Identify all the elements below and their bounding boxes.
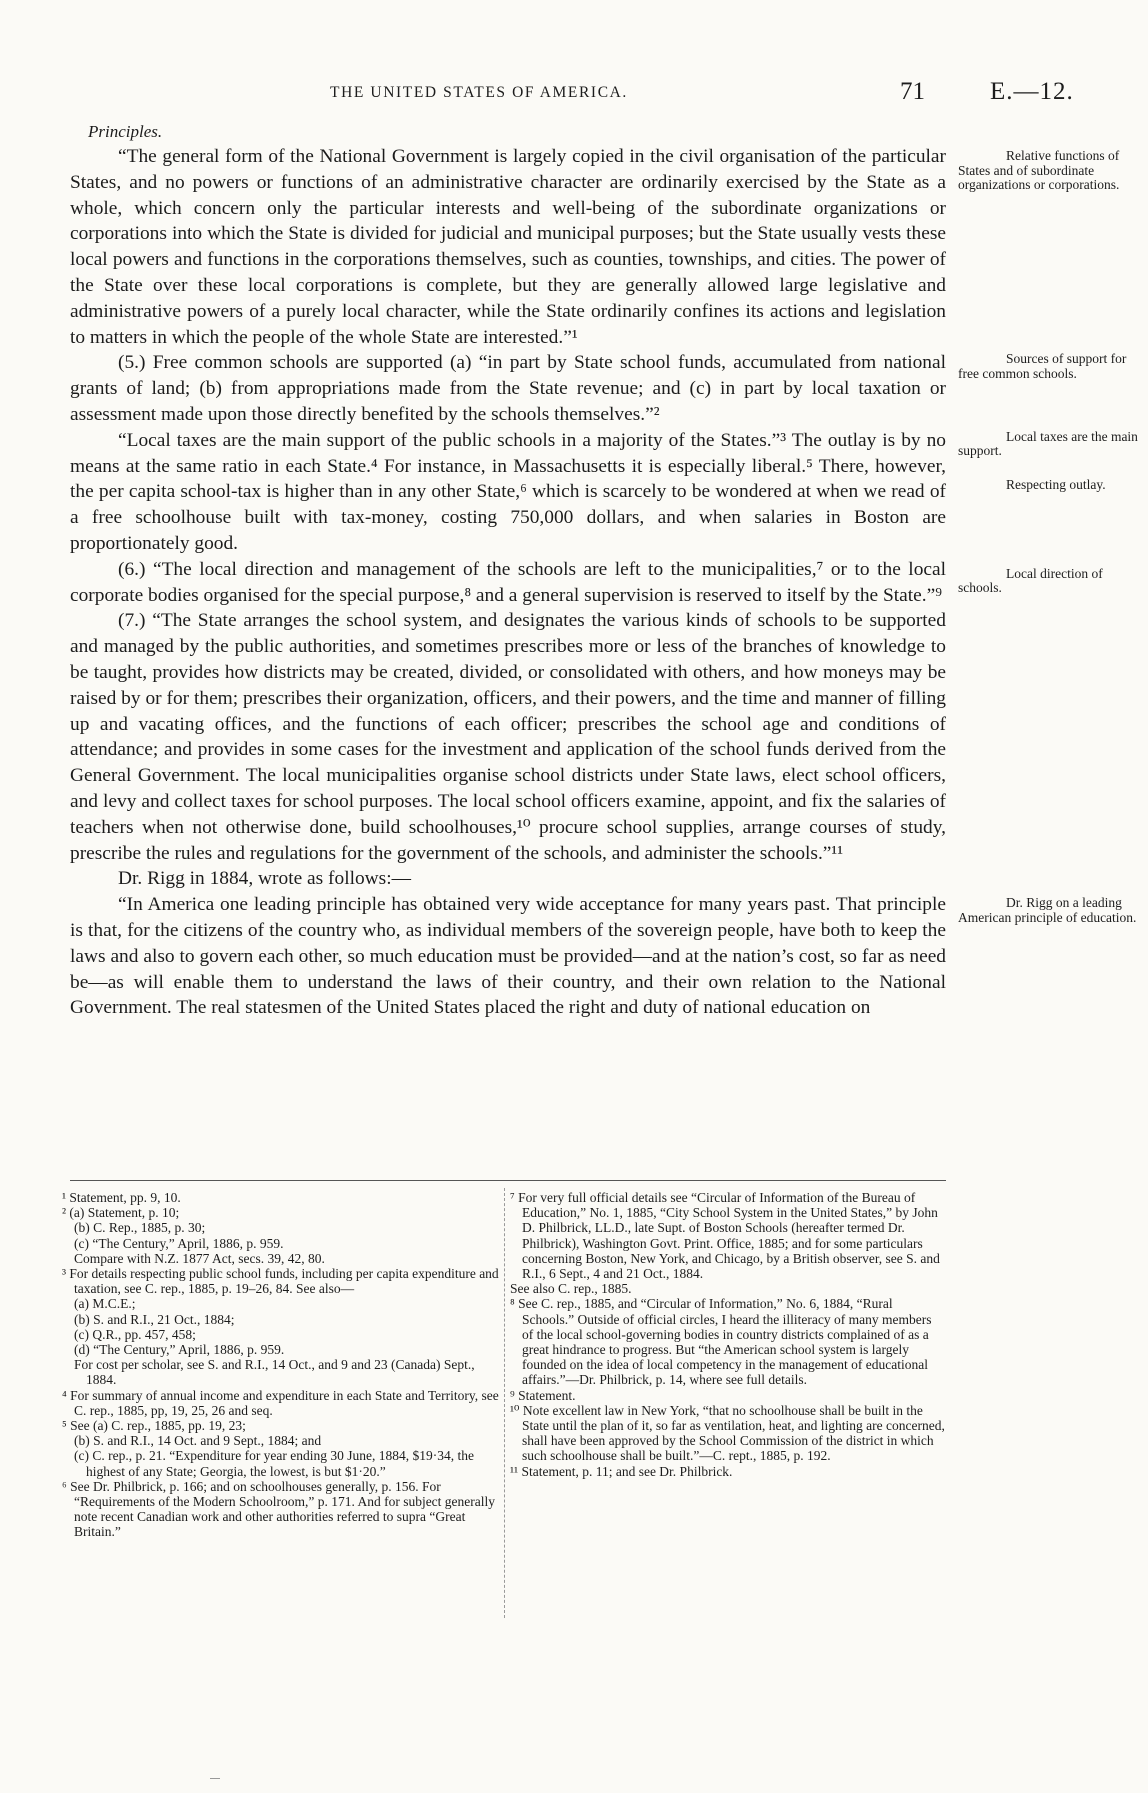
footnote: Compare with N.Z. 1877 Act, secs. 39, 42, 80. xyxy=(74,1250,325,1266)
paragraph-3 xyxy=(70,428,1138,557)
footnote: See also C. rep., 1885. xyxy=(510,1281,632,1297)
margin-note-sources-of-support: Sources of support for free common schools. xyxy=(958,351,1127,381)
margin-note-local-direction: Local direction of schools. xyxy=(958,565,1103,596)
paragraph-text: “The general form of the National Government is largely copied in the civil organisation of the particular States, and no powers or functions of an administrative character are ordinarily exercised by the State as a whole, which concern only the particular interests and well-being of the subordinate organizations or corporations into which the State is divided for judicial and municipal purposes; but the State usually vests these local powers and functions in the corporations themselves, such as counties, townships, and cities. The power of the State over these local corporations is complete, but they are generally allowed large legislative and administrative powers of a purely local character, while the State ordinarily confines its actions and legislation to matters in which the people of the whole State are interested.”¹ xyxy=(70,146,946,348)
footnote-divider xyxy=(70,1180,946,1181)
running-title: THE UNITED STATES OF AMERICA. xyxy=(330,84,628,101)
footnote: (b) C. Rep., 1885, p. 30; xyxy=(74,1220,206,1236)
margin-note-local-taxes: Local taxes are the main support. xyxy=(958,428,1138,459)
footnote: ¹¹ Statement, p. 11; and see Dr. Philbrick. xyxy=(510,1463,733,1479)
paragraph-2 xyxy=(70,350,1127,427)
footnote: For cost per scholar, see S. and R.I., 14 Oct., and 9 and 23 (Canada) Sept., 1884. xyxy=(74,1357,475,1388)
paragraph-text: “Local taxes are the main support of the public schools in a majority of the States.”³ The outlay is by no means at the same ratio in each State.⁴ For instance, in Massachusetts it is especially liberal.⁵ There, however, the per capita school-tax is higher than in any other State,⁶ which is scarcely to be wondered at when we read of a free schoolhouse built with tax-money, costing 750,000 dollars, and when salaries in Boston are proportionately good. xyxy=(70,429,946,554)
footnote: (b) S. and R.I., 21 Oct., 1884; xyxy=(74,1311,235,1327)
paragraph-text: (6.) “The local direction and management of the schools are left to the municipalities,⁷ or to the local corporate bodies organised for the special purpose,⁸ and a general supervision is reserved to itself by the State.”⁹ xyxy=(70,558,946,606)
paragraph-7 xyxy=(70,892,1137,1021)
footnote: ⁴ For summary of annual income and expenditure in each State and Territory, see C. rep., 1885, pp, 19, 25, 26 and seq. xyxy=(62,1387,499,1418)
footnote: ⁹ Statement. xyxy=(510,1387,576,1403)
footnote: ¹ Statement, pp. 9, 10. xyxy=(62,1190,181,1205)
main-text xyxy=(70,121,1138,1021)
footnote: ³ For details respecting public school funds, including per capita expenditure and taxation, see C. rep., 1885, p. 19–26, 84. See also— xyxy=(62,1266,499,1297)
paragraph-text: Dr. Rigg in 1884, wrote as follows:— xyxy=(118,868,411,890)
footnote: (d) “The Century,” April, 1886, p. 959. xyxy=(74,1342,285,1358)
margin-note-relative-functions: Relative functions of States and of subordinate organizations or corporations. xyxy=(958,148,1120,192)
footnote: ² (a) Statement, p. 10; xyxy=(62,1205,180,1221)
paragraph-text: (7.) “The State arranges the school system, and designates the various kinds of schools to be supported and managed by the public authorities, and sometimes prescribes more or less of the branches of knowledge to be taught, provides how districts may be created, divided, or consolidated with others, and how moneys may be raised by or for them; prescribes their organization, officers, and their powers, and the time and manner of filling up and vacating offices, and the functions of each officer; prescribes the school age and conditions of attendance; and provides in some cases for the investment and application of the school funds derived from the General Government. The local municipalities organise school districts under State laws, elect school officers, and levy and collect taxes for school purposes. The local school officers examine, appoint, and fix the salaries of teachers when not otherwise done, build schoolhouses,¹⁰ procure school supplies, arrange courses of study, prescribe the rules and regulations for the government of the schools, and administer the schools.”¹¹ xyxy=(70,610,946,864)
footnotes-right-column xyxy=(510,1190,946,1479)
paragraph-1 xyxy=(70,144,1120,350)
paragraph-6 xyxy=(70,866,946,892)
footnote: ¹⁰ Note excellent law in New York, “that no schoolhouse shall be built in the State until the plan of it, so far as ventilation, heat, and lighting are concerned, shall have been approved by the School Commission of the district in which such schoolhouse shall be built.”—C. rept., 1885, p. 192. xyxy=(510,1402,945,1464)
footnote: (b) S. and R.I., 14 Oct. and 9 Sept., 1884; and xyxy=(74,1433,322,1449)
footnote: ⁶ See Dr. Philbrick, p. 166; and on schoolhouses generally, p. 156. For “Requirements of the Modern Schoolroom,” p. 171. And for subject generally note recent Canadian work and other authorities referred to supra “Great Britain.” xyxy=(62,1478,496,1540)
paragraph-5 xyxy=(70,608,946,866)
document-code: E.—12. xyxy=(990,78,1074,105)
footnotes-left-column xyxy=(62,1190,500,1540)
footnote-column-divider xyxy=(504,1188,505,1618)
footnote: ⁷ For very full official details see “Circular of Information of the Bureau of Education,” No. 1, 1885, “City School System in the United States,” by John D. Philbrick, LL.D., late Supt. of Boston Schools (hereafter termed Dr. Philbrick), Washington Govt. Print. Office, 1885; and for some particulars concerning Boston, New York, and Chicago, by a British observer, see S. and R.I., 6 Sept., 4 and 21 Oct., 1884. xyxy=(510,1190,940,1282)
page-header xyxy=(0,78,1114,108)
footnote: (c) Q.R., pp. 457, 458; xyxy=(74,1326,196,1342)
page-number: 71 xyxy=(900,78,925,105)
margin-note-dr-rigg: Dr. Rigg on a leading American principle of education. xyxy=(958,895,1137,925)
paragraph-text: (5.) Free common schools are supported (a) “in part by State school funds, accumulated from national grants of land; (b) from appropriations made from the State revenue; and (c) in part by local taxation or assessment made upon those directly benefited by the schools themselves.”² xyxy=(70,352,946,425)
margin-note-respecting-outlay: Respecting outlay. xyxy=(1006,476,1106,492)
paragraph-text: “In America one leading principle has obtained very wide acceptance for many years past. That principle is that, for the citizens of the country who, as individual members of the sovereign people, have both to keep the laws and also to govern each other, so much education must be provided—and at the nation’s cost, so far as need be—as will enable them to understand the laws of their country, and their own relation to the National Government. The real statesmen of the United States placed the right and duty of national education on xyxy=(70,894,946,1019)
page-mark xyxy=(210,1778,220,1779)
footnote: ⁸ See C. rep., 1885, and “Circular of Information,” No. 6, 1884, “Rural Schools.” Outside of official circles, I heard the illiteracy of many members of the local school-governing bodies in country districts complained of as a great hindrance to progress. But “the American school system is largely founded on the idea of local competency in the management of educational affairs.”—Dr. Philbrick, p. 14, where see full details. xyxy=(510,1296,932,1388)
section-subheading: Principles. xyxy=(88,122,163,141)
paragraph-4 xyxy=(70,557,1103,609)
footnote: (c) “The Century,” April, 1886, p. 959. xyxy=(74,1235,284,1251)
footnote: (a) M.C.E.; xyxy=(74,1296,136,1312)
footnote: ⁵ See (a) C. rep., 1885, pp. 19, 23; xyxy=(62,1418,246,1434)
footnote: (c) C. rep., p. 21. “Expenditure for year ending 30 June, 1884, $19·34, the highest of any State; Georgia, the lowest, is but $1·20.” xyxy=(74,1448,475,1479)
